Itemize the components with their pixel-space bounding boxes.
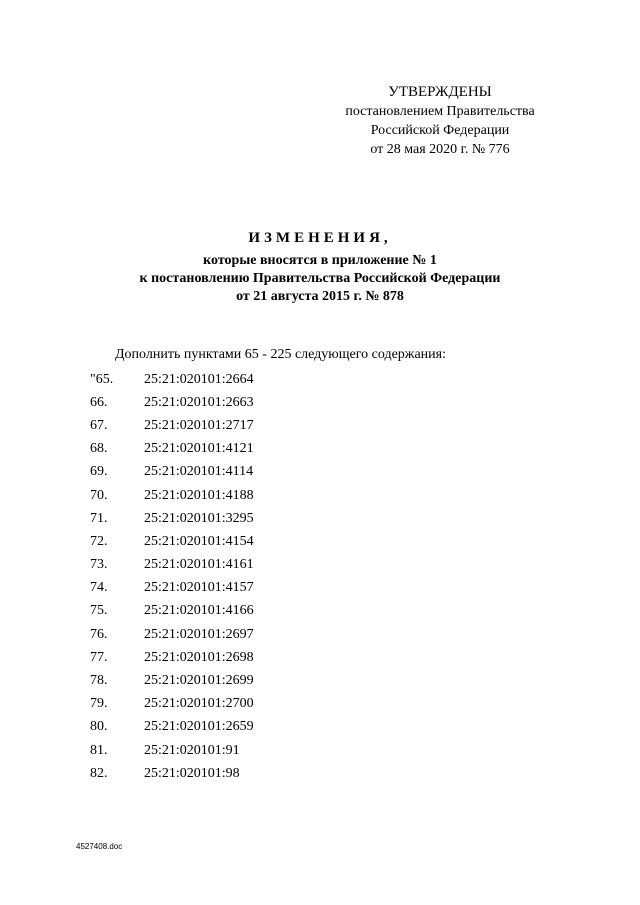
document-title-block bbox=[60, 228, 580, 306]
list-item bbox=[90, 600, 254, 623]
list-item bbox=[90, 577, 254, 600]
cadastral-list bbox=[90, 368, 254, 785]
item-code: 25:21:020101:2700 bbox=[144, 696, 254, 712]
list-item bbox=[90, 461, 254, 484]
item-number: 80. bbox=[90, 719, 108, 735]
item-code: 25:21:020101:4161 bbox=[144, 557, 254, 573]
item-number: 66. bbox=[90, 394, 108, 410]
item-code: 25:21:020101:4121 bbox=[144, 441, 254, 457]
approval-line-1: постановлением Правительства bbox=[345, 104, 535, 119]
list-item bbox=[90, 391, 254, 414]
list-item bbox=[90, 507, 254, 530]
item-number: 79. bbox=[90, 696, 108, 712]
list-item bbox=[90, 438, 254, 461]
item-code: 25:21:020101:2717 bbox=[144, 417, 254, 433]
item-number: 73. bbox=[90, 557, 108, 573]
item-number: 77. bbox=[90, 649, 108, 665]
list-item bbox=[90, 530, 254, 553]
list-item bbox=[90, 762, 254, 785]
item-number: 81. bbox=[90, 742, 108, 758]
item-number: 68. bbox=[90, 441, 108, 457]
item-number: 74. bbox=[90, 580, 108, 596]
intro-paragraph: Дополнить пунктами 65 - 225 следующего содержания: bbox=[115, 347, 446, 362]
list-item bbox=[90, 414, 254, 437]
item-number: 69. bbox=[90, 464, 108, 480]
title-line-2: к постановлению Правительства Российской Федерации bbox=[139, 271, 501, 286]
item-code: 25:21:020101:2663 bbox=[144, 394, 254, 410]
list-item bbox=[90, 693, 254, 716]
item-code: 25:21:020101:2664 bbox=[144, 371, 254, 387]
list-item bbox=[90, 484, 254, 507]
list-item bbox=[90, 554, 254, 577]
item-number: "65. bbox=[90, 371, 114, 387]
item-number: 70. bbox=[90, 487, 108, 503]
approval-line-2: Российской Федерации bbox=[370, 123, 510, 138]
title-line-3: от 21 августа 2015 г. № 878 bbox=[236, 289, 404, 304]
approval-heading: УТВЕРЖДЕНЫ bbox=[388, 84, 492, 100]
list-item bbox=[90, 368, 254, 391]
item-code: 25:21:020101:4166 bbox=[144, 603, 254, 619]
list-item bbox=[90, 739, 254, 762]
list-item bbox=[90, 716, 254, 739]
list-item bbox=[90, 669, 254, 692]
item-number: 67. bbox=[90, 417, 108, 433]
item-code: 25:21:020101:2698 bbox=[144, 649, 254, 665]
title-line-1: которые вносятся в приложение № 1 bbox=[203, 253, 437, 268]
item-number: 75. bbox=[90, 603, 108, 619]
item-code: 25:21:020101:4157 bbox=[144, 580, 254, 596]
item-number: 71. bbox=[90, 510, 108, 526]
approval-block bbox=[320, 82, 560, 159]
item-code: 25:21:020101:2699 bbox=[144, 673, 254, 689]
item-code: 25:21:020101:91 bbox=[144, 742, 240, 758]
approval-line-3: от 28 мая 2020 г. № 776 bbox=[370, 142, 510, 157]
item-code: 25:21:020101:4188 bbox=[144, 487, 254, 503]
item-code: 25:21:020101:4114 bbox=[144, 464, 254, 480]
item-code: 25:21:020101:3295 bbox=[144, 510, 254, 526]
document-title: ИЗМЕНЕНИЯ, bbox=[248, 230, 392, 246]
item-code: 25:21:020101:2697 bbox=[144, 626, 254, 642]
item-number: 72. bbox=[90, 533, 108, 549]
item-number: 82. bbox=[90, 765, 108, 781]
list-item bbox=[90, 646, 254, 669]
list-item bbox=[90, 623, 254, 646]
document-file-code: 4527408.doc bbox=[76, 842, 123, 851]
item-code: 25:21:020101:2659 bbox=[144, 719, 254, 735]
item-code: 25:21:020101:4154 bbox=[144, 533, 254, 549]
item-code: 25:21:020101:98 bbox=[144, 765, 240, 781]
item-number: 78. bbox=[90, 673, 108, 689]
item-number: 76. bbox=[90, 626, 108, 642]
